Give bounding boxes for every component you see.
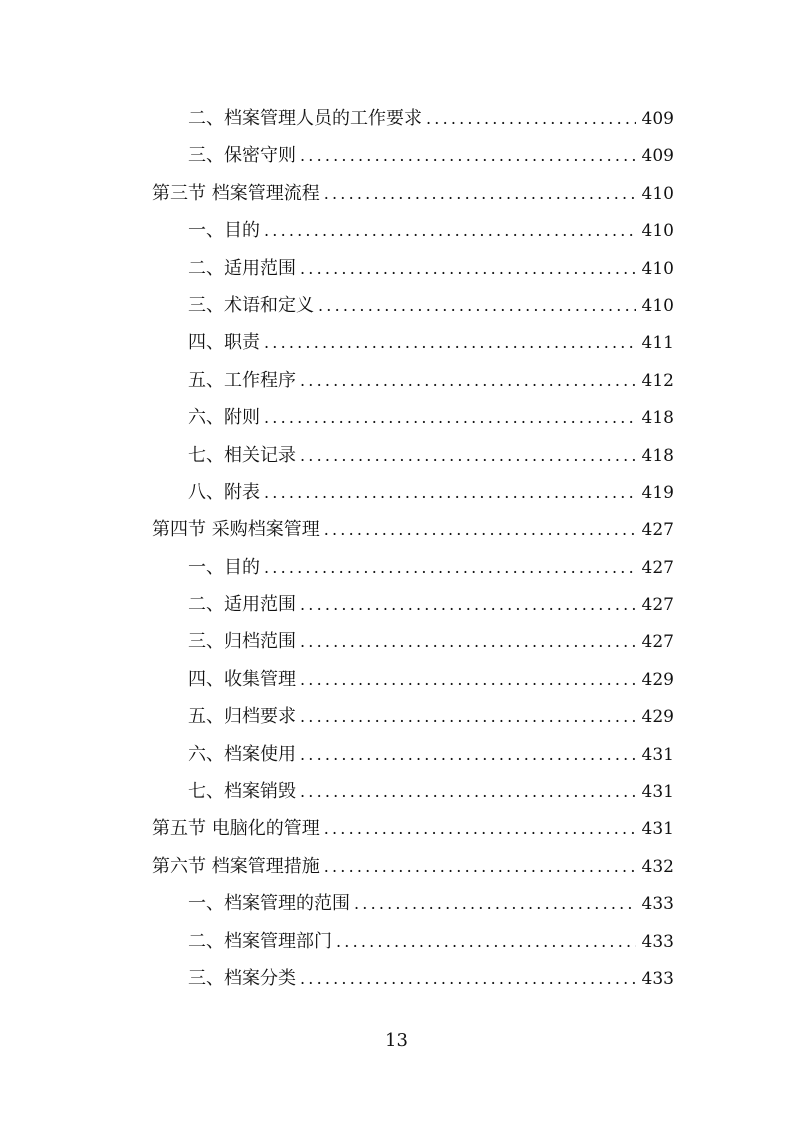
toc-dot-leader	[324, 848, 636, 885]
toc-entry-title: 七、档案销毁	[188, 781, 296, 803]
toc-entry[interactable]	[152, 773, 674, 810]
toc-entry[interactable]	[152, 137, 674, 174]
toc-entry-title: 一、档案管理的范围	[188, 893, 350, 915]
toc-entry-title: 四、收集管理	[188, 668, 296, 690]
toc-entry-page: 433	[641, 968, 674, 989]
toc-entry-page: 418	[641, 445, 674, 466]
toc-entry-title: 七、相关记录	[188, 444, 296, 466]
toc-dot-leader	[300, 437, 636, 474]
toc-section-entry[interactable]	[152, 511, 674, 548]
toc-entry-page: 431	[641, 744, 674, 765]
toc-entry-title: 二、适用范围	[188, 594, 296, 616]
toc-entry-page: 432	[641, 856, 674, 877]
toc-dot-leader	[264, 549, 636, 586]
toc-entry[interactable]	[152, 736, 674, 773]
toc-dot-leader	[300, 661, 636, 698]
toc-dot-leader	[300, 773, 636, 810]
toc-dot-leader	[300, 137, 636, 174]
toc-entry-title: 第三节 档案管理流程	[152, 182, 320, 204]
toc-entry-title: 三、档案分类	[188, 967, 296, 989]
toc-dot-leader	[300, 698, 636, 735]
toc-section-entry[interactable]	[152, 810, 674, 847]
toc-entry-title: 二、档案管理人员的工作要求	[188, 108, 422, 129]
toc-dot-leader	[300, 250, 636, 287]
toc-entry-page: 431	[641, 782, 674, 803]
toc-entry[interactable]	[152, 960, 674, 997]
toc-entry-page: 410	[641, 295, 674, 316]
toc-entry[interactable]	[152, 437, 674, 474]
page-number: 13	[385, 1030, 408, 1051]
toc-entry-title: 二、档案管理部门	[188, 930, 332, 952]
table-of-contents	[152, 100, 674, 997]
toc-dot-leader	[300, 736, 636, 773]
toc-dot-leader	[264, 212, 636, 249]
toc-entry-title: 第四节 采购档案管理	[152, 519, 320, 541]
toc-entry-page: 429	[641, 707, 674, 728]
toc-dot-leader	[318, 287, 636, 324]
toc-entry-title: 八、附表	[188, 481, 260, 503]
toc-entry-page: 419	[641, 482, 674, 503]
toc-entry[interactable]	[152, 362, 674, 399]
toc-entry[interactable]	[152, 923, 674, 960]
toc-dot-leader	[300, 960, 636, 997]
toc-entry[interactable]	[152, 287, 674, 324]
toc-entry-title: 五、归档要求	[188, 706, 296, 728]
toc-entry-page: 429	[641, 669, 674, 690]
toc-dot-leader	[264, 399, 636, 436]
toc-entry[interactable]	[152, 399, 674, 436]
toc-dot-leader	[300, 623, 636, 660]
toc-entry-page: 410	[641, 258, 674, 279]
toc-dot-leader	[300, 586, 636, 623]
toc-entry-title: 二、适用范围	[188, 257, 296, 279]
toc-entry-title: 三、保密守则	[188, 145, 296, 167]
toc-entry-page: 411	[641, 333, 674, 354]
toc-entry-page: 412	[641, 370, 674, 391]
toc-entry-page: 410	[641, 183, 674, 204]
toc-entry-page: 409	[641, 146, 674, 167]
toc-entry-page: 427	[641, 595, 674, 616]
toc-entry-page: 418	[641, 408, 674, 429]
toc-entry-page: 433	[641, 894, 674, 915]
toc-entry-title: 五、工作程序	[188, 369, 296, 391]
toc-entry-page: 431	[641, 819, 674, 840]
toc-dot-leader	[324, 810, 636, 847]
toc-entry-title: 三、归档范围	[188, 631, 296, 653]
toc-entry-title: 一、目的	[188, 220, 260, 242]
toc-entry[interactable]	[152, 474, 674, 511]
toc-entry-title: 六、附则	[188, 407, 260, 429]
toc-entry[interactable]	[152, 586, 674, 623]
toc-entry-title: 第五节 电脑化的管理	[152, 818, 320, 840]
toc-entry[interactable]	[152, 549, 674, 586]
toc-entry-page: 433	[641, 931, 674, 952]
toc-dot-leader	[264, 324, 636, 361]
toc-entry-page: 427	[641, 557, 674, 578]
toc-entry-page: 427	[641, 632, 674, 653]
toc-entry-title: 第六节 档案管理措施	[152, 855, 320, 877]
toc-dot-leader	[300, 362, 636, 399]
toc-entry[interactable]	[152, 100, 674, 137]
toc-section-entry[interactable]	[152, 848, 674, 885]
toc-dot-leader	[426, 100, 636, 137]
toc-entry[interactable]	[152, 885, 674, 922]
toc-entry-page: 410	[641, 221, 674, 242]
toc-dot-leader	[324, 175, 636, 212]
toc-dot-leader	[336, 923, 636, 960]
toc-entry[interactable]	[152, 324, 674, 361]
toc-dot-leader	[324, 511, 636, 548]
toc-entry-title: 六、档案使用	[188, 743, 296, 765]
toc-entry-page: 409	[641, 109, 674, 129]
toc-section-entry[interactable]	[152, 175, 674, 212]
toc-entry-title: 三、术语和定义	[188, 294, 314, 316]
toc-entry-title: 四、职责	[188, 332, 260, 354]
toc-dot-leader	[264, 474, 636, 511]
toc-entry[interactable]	[152, 661, 674, 698]
toc-entry[interactable]	[152, 698, 674, 735]
toc-entry[interactable]	[152, 623, 674, 660]
toc-entry[interactable]	[152, 212, 674, 249]
toc-entry[interactable]	[152, 250, 674, 287]
toc-entry-title: 一、目的	[188, 556, 260, 578]
toc-dot-leader	[354, 885, 636, 922]
toc-entry-page: 427	[641, 520, 674, 541]
